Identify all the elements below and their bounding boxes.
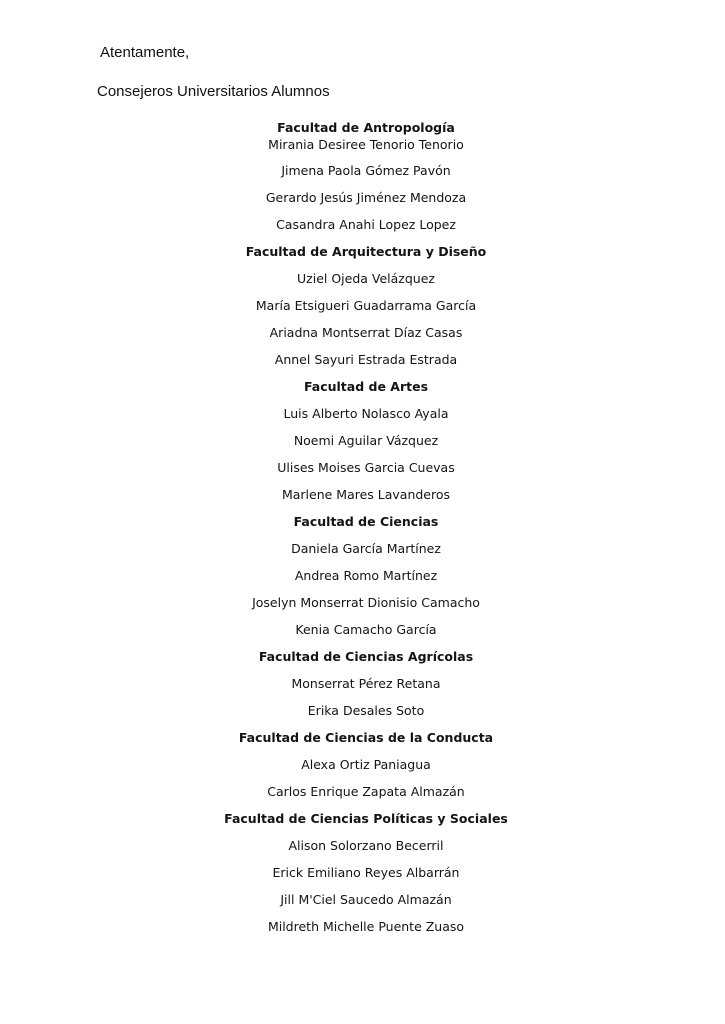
signatory-title: Consejeros Universitarios Alumnos [97, 83, 330, 100]
member-name: Mildreth Michelle Puente Zuaso [267, 919, 465, 934]
member-name: Marlene Mares Lavanderos [281, 487, 451, 502]
member-name: Alison Solorzano Becerril [288, 838, 444, 853]
member-name: Noemi Aguilar Vázquez [293, 433, 439, 448]
member-name: Uziel Ojeda Velázquez [297, 271, 435, 286]
member-name: Luis Alberto Nolasco Ayala [283, 406, 449, 421]
faculty-heading: Facultad de Arquitectura y Diseño [245, 244, 487, 259]
member-name: Carlos Enrique Zapata Almazán [267, 784, 465, 799]
member-name: Kenia Camacho García [295, 622, 437, 637]
member-name: Alexa Ortiz Paniagua [301, 757, 431, 772]
council-members-list [0, 120, 725, 946]
member-name: Monserrat Pérez Retana [291, 676, 441, 691]
member-name: María Etsigueri Guadarrama García [255, 298, 477, 313]
member-name: Andrea Romo Martínez [294, 568, 438, 583]
faculty-heading: Facultad de Ciencias Agrícolas [258, 649, 474, 664]
member-name: Joselyn Monserrat Dionisio Camacho [252, 595, 480, 610]
member-name: Casandra Anahi Lopez Lopez [276, 217, 456, 232]
member-name: Ulises Moises Garcia Cuevas [277, 460, 455, 475]
faculty-heading: Facultad de Antropología [277, 120, 455, 135]
member-name: Ariadna Montserrat Díaz Casas [269, 325, 463, 340]
faculty-heading: Facultad de Ciencias [293, 514, 439, 529]
member-name: Daniela García Martínez [291, 541, 441, 556]
member-name: Mirania Desiree Tenorio Tenorio [268, 137, 464, 152]
member-name: Jimena Paola Gómez Pavón [281, 163, 451, 178]
faculty-heading: Facultad de Ciencias Políticas y Sociales [224, 811, 508, 826]
faculty-heading: Facultad de Ciencias de la Conducta [238, 730, 494, 745]
closing-salutation: Atentamente, [100, 44, 190, 61]
faculty-heading: Facultad de Artes [303, 379, 429, 394]
member-name: Jill M'Ciel Saucedo Almazán [280, 892, 452, 907]
member-name: Erick Emiliano Reyes Albarrán [272, 865, 460, 880]
member-name: Erika Desales Soto [307, 703, 425, 718]
member-name: Annel Sayuri Estrada Estrada [274, 352, 458, 367]
member-name: Gerardo Jesús Jiménez Mendoza [265, 190, 467, 205]
